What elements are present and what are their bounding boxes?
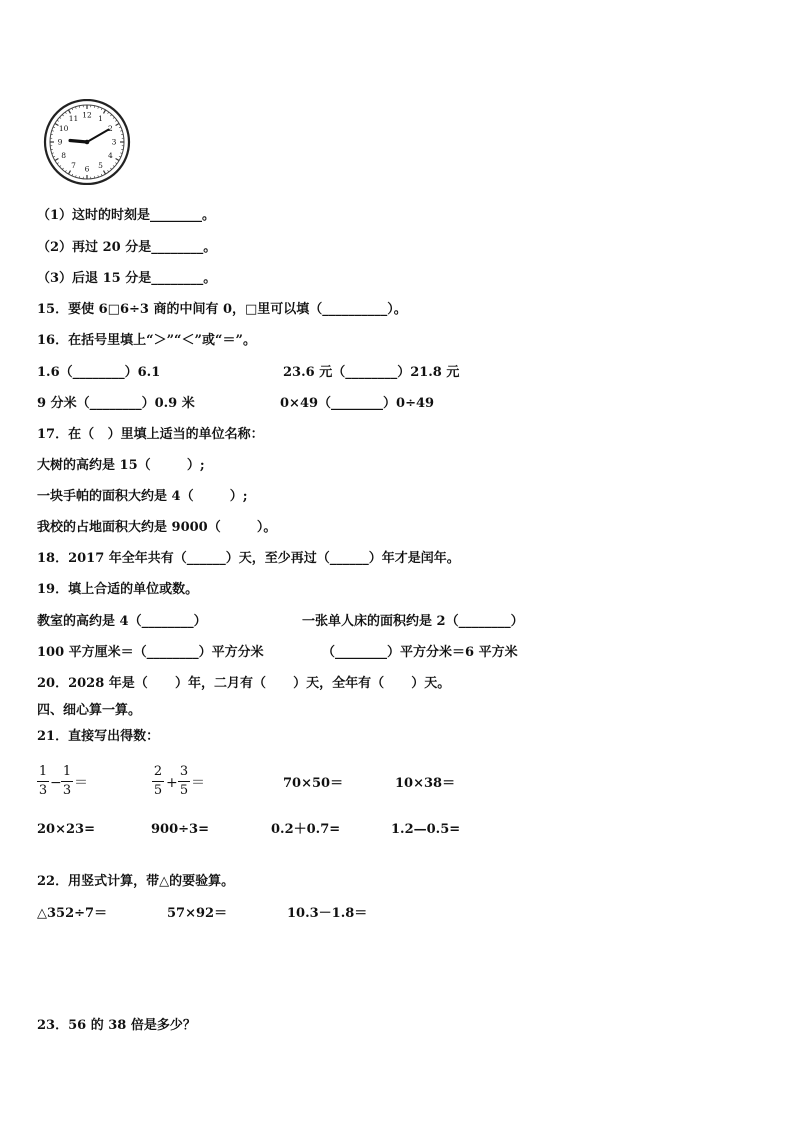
- q17-item-a: 大树的高约是 15（ ）;: [37, 458, 205, 473]
- q22-expr-2: 57×92＝: [167, 906, 228, 921]
- clock-center-pin: [85, 140, 90, 145]
- q19-row1-right: 一张单人床的面积约是 2（________）: [302, 614, 524, 629]
- q17-item-b: 一块手帕的面积大约是 4（ ）;: [37, 489, 248, 504]
- q21-frac2-equals: ＝: [191, 775, 205, 791]
- numerator: 1: [38, 764, 48, 779]
- question-18: 18．2017 年全年共有（______）天，至少再过（______）年才是闰年。: [37, 551, 460, 566]
- numerator: 2: [153, 764, 163, 779]
- clock-numeral: 8: [61, 151, 67, 161]
- clock-numeral: 4: [107, 151, 113, 161]
- q21-frac1-first: [37, 764, 49, 799]
- q16-row2-left: 9 分米（________）0.9 米: [37, 396, 195, 411]
- fraction-bar: [178, 781, 190, 782]
- fraction-bar: [61, 781, 73, 782]
- q19-row2-left: 100 平方厘米＝（________）平方分米: [37, 645, 264, 660]
- q14-part1: （1）这时的时刻是________。: [37, 208, 216, 223]
- q21-frac1-second: [61, 764, 73, 799]
- clock-numeral: 9: [57, 137, 63, 147]
- denominator: 3: [38, 783, 48, 798]
- question-23: 23．56 的 38 倍是多少？: [37, 1018, 196, 1033]
- clock-numeral: 10: [58, 124, 69, 134]
- clock-numeral: 2: [107, 124, 113, 134]
- q21-frac1-operator: −: [50, 775, 62, 791]
- q19-row2-right: （________）平方分米＝6 平方米: [322, 645, 518, 660]
- q21-expr-7: 0.2＋0.7=: [271, 822, 341, 837]
- q21-frac1-equals: ＝: [74, 775, 88, 791]
- denominator: 3: [62, 783, 72, 798]
- q21-frac2-second: [178, 764, 190, 799]
- clock-numeral: 5: [98, 160, 103, 170]
- denominator: 5: [179, 783, 189, 798]
- q22-expr-3: 10.3－1.8＝: [287, 906, 368, 921]
- numerator: 3: [179, 764, 189, 779]
- q21-frac2-operator: +: [166, 775, 178, 791]
- denominator: 5: [153, 783, 163, 798]
- question-22-title: 22．用竖式计算，带△的要验算。: [37, 874, 235, 889]
- q19-row1-left: 教室的高约是 4（________）: [37, 614, 207, 629]
- q16-row2-right: 0×49（________）0÷49: [280, 396, 435, 411]
- clock-numeral: 11: [68, 114, 79, 124]
- clock-numeral: 3: [111, 137, 117, 147]
- q21-frac2-first: [152, 764, 164, 799]
- question-21-title: 21．直接写出得数：: [37, 729, 160, 744]
- clock-numeral: 12: [82, 110, 92, 120]
- question-20: 20．2028 年是（ ）年，二月有（ ）天，全年有（ ）天。: [37, 676, 451, 691]
- clock-numeral: 7: [71, 160, 76, 170]
- numerator: 1: [62, 764, 72, 779]
- q17-item-c: 我校的占地面积大约是 9000（ ）。: [37, 520, 277, 535]
- question-19-title: 19．填上合适的单位或数。: [37, 582, 199, 597]
- q16-row1-left: 1.6（________）6.1: [37, 365, 161, 380]
- fraction-bar: [37, 781, 49, 782]
- question-16-title: 16．在括号里填上“＞”“＜”或“＝”。: [37, 333, 256, 348]
- clock-figure: [41, 99, 133, 185]
- q21-expr-8: 1.2—0.5=: [391, 822, 461, 837]
- q21-expr-6: 900÷3=: [151, 822, 209, 837]
- clock-numeral: 6: [84, 164, 90, 174]
- q21-expr-3: 70×50＝: [283, 776, 344, 791]
- q22-expr-1: △352÷7＝: [37, 906, 108, 921]
- q16-row1-right: 23.6 元（________）21.8 元: [283, 365, 460, 380]
- q21-expr-5: 20×23=: [37, 822, 95, 837]
- question-15: 15．要使 6□6÷3 商的中间有 0，□里可以填（__________）。: [37, 302, 407, 317]
- fraction-bar: [152, 781, 164, 782]
- clock-numeral: 1: [98, 114, 103, 124]
- q14-part2: （2）再过 20 分是________。: [37, 240, 217, 255]
- question-17-title: 17．在（ ）里填上适当的单位名称：: [37, 427, 264, 442]
- q21-expr-4: 10×38＝: [395, 776, 456, 791]
- q14-part3: （3）后退 15 分是________。: [37, 271, 217, 286]
- section-4-heading: 四、细心算一算。: [37, 703, 142, 718]
- clock-hour-hand: [70, 141, 87, 142]
